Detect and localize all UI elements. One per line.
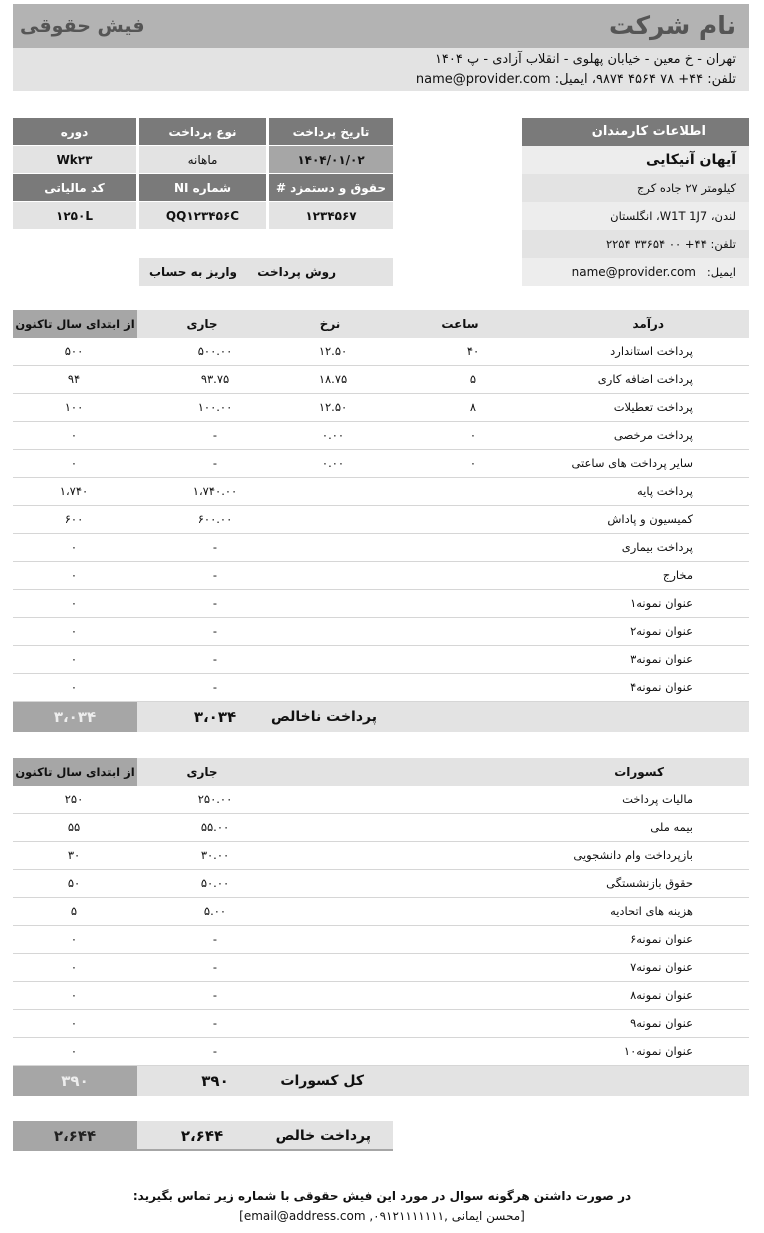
pay-type-header: نوع پرداخت (139, 118, 266, 145)
income-hours (451, 674, 495, 701)
gross-pay-label: پرداخت ناخالص (271, 709, 377, 725)
net-pay-label: پرداخت خالص (275, 1128, 371, 1144)
income-current: - (212, 596, 218, 610)
income-current: - (212, 652, 218, 666)
deduction-current: - (212, 960, 218, 974)
deduction-current: ۲۵۰.۰۰ (197, 792, 233, 806)
income-hours (451, 562, 495, 589)
income-name: عنوان نمونه۱ (630, 596, 693, 610)
footer-contact: [email@address.com ,محسن ایمانی ,۰۹۱۲۱۱۱۱۱۱۱] (239, 1209, 525, 1223)
income-ytd: ۱۰۰ (64, 400, 84, 414)
income-name: پرداخت مرخصی (613, 428, 693, 442)
income-row (13, 366, 749, 394)
income-rate: ۰.۰۰ (321, 456, 345, 470)
deduction-row (13, 814, 749, 842)
income-name: مخارج (662, 568, 693, 582)
ni-number-header: شماره NI (139, 174, 266, 201)
period-value: Wk۲۳ (13, 146, 136, 173)
income-rate: ۱۸.۷۵ (318, 372, 348, 386)
total-deductions-ytd: ۳۹۰ (61, 1072, 89, 1090)
income-row (13, 562, 749, 590)
deduction-row (13, 870, 749, 898)
deduction-ytd: ۵۵ (67, 820, 81, 834)
income-row (13, 338, 749, 366)
income-hours: ۸ (469, 400, 477, 414)
income-hours: ۰ (469, 428, 477, 442)
document-title: فیش حقوقی (20, 15, 145, 37)
income-row (13, 422, 749, 450)
deduction-ytd: ۰ (70, 1016, 78, 1030)
income-hours: ۵ (469, 372, 477, 386)
income-ytd: ۵۰۰ (64, 344, 84, 358)
income-ytd: ۰ (70, 624, 78, 638)
income-name: کمیسیون و پاداش (607, 512, 693, 526)
income-name: پرداخت استاندارد (610, 344, 693, 358)
employee-info-title: اطلاعات کارمندان (591, 124, 706, 139)
company-address: تهران - خ معین - خیابان پهلوی - انقلاب آزادی - پ ۱۴۰۴ (434, 52, 736, 67)
deduction-name: عنوان نمونه۷ (630, 960, 693, 974)
income-row (13, 450, 749, 478)
income-hours: ۰ (469, 456, 477, 470)
pay-type-value: ماهانه (139, 146, 266, 173)
income-rate (303, 478, 363, 505)
income-hours (451, 478, 495, 505)
deduction-ytd: ۰ (70, 988, 78, 1002)
deduction-row (13, 982, 749, 1010)
income-ytd: ۹۴ (67, 372, 81, 386)
income-current: ۱۰۰.۰۰ (197, 400, 233, 414)
income-ytd: ۱،۷۴۰ (59, 484, 89, 498)
employee-address1: کیلومتر ۲۷ جاده کرج (636, 181, 736, 195)
income-rate: ۰.۰۰ (321, 428, 345, 442)
employee-phone: تلفن: ۴۴+ ۰۰ ۳۳۶۵۴ ۲۲۵۴ (605, 237, 736, 251)
deduction-row (13, 1038, 749, 1066)
income-name: عنوان نمونه۲ (630, 624, 693, 638)
deduction-ytd: ۵۰ (67, 876, 81, 890)
income-ytd: ۰ (70, 680, 78, 694)
income-row (13, 674, 749, 702)
gross-pay-ytd: ۳،۰۳۴ (53, 708, 97, 726)
footer-note: در صورت داشتن هرگونه سوال در مورد این فیش حقوقی با شماره زیر تماس بگیرید: (132, 1189, 632, 1203)
income-ytd: ۶۰۰ (64, 512, 84, 526)
income-ytd: ۰ (70, 540, 78, 554)
income-name: پرداخت تعطیلات (613, 400, 693, 414)
deduction-name: بازپرداخت وام دانشجویی (573, 848, 693, 862)
income-col-name: درآمد (632, 317, 664, 331)
payroll-number-header: حقوق و دستمزد # (269, 174, 393, 201)
income-hours: ۴۰ (466, 344, 480, 358)
income-ytd: ۰ (70, 456, 78, 470)
deduction-current: - (212, 932, 218, 946)
deduction-name: بیمه ملی (650, 820, 693, 834)
income-rate (303, 590, 363, 617)
company-contact: تلفن: ۴۴+ ۷۸ ۴۵۶۴ ۹۸۷۴، ایمیل: name@provider.com (415, 72, 736, 87)
deduction-ytd: ۳۰ (67, 848, 81, 862)
gross-pay-row (13, 702, 749, 732)
income-row (13, 618, 749, 646)
income-current: - (212, 624, 218, 638)
income-current: - (212, 428, 218, 442)
income-ytd: ۰ (70, 568, 78, 582)
income-hours (451, 646, 495, 673)
income-current: ۱،۷۴۰.۰۰ (192, 484, 238, 498)
net-pay-current: ۲،۶۴۴ (180, 1127, 224, 1145)
income-name: پرداخت پایه (637, 484, 693, 498)
income-current: ۶۰۰.۰۰ (197, 512, 233, 526)
deduction-ytd: ۲۵۰ (64, 792, 84, 806)
income-row (13, 394, 749, 422)
deduction-current: - (212, 988, 218, 1002)
employee-name: آیهان آنیکایی (646, 152, 736, 168)
income-current: ۹۳.۷۵ (200, 372, 230, 386)
income-col-current: جاری (186, 317, 218, 331)
income-row (13, 506, 749, 534)
income-name: پرداخت بیماری (621, 540, 693, 554)
period-header: دوره (13, 118, 136, 145)
employee-email: name@provider.com (571, 265, 696, 279)
income-rate (303, 618, 363, 645)
income-rate: ۱۲.۵۰ (318, 400, 348, 414)
net-pay-ytd: ۲،۶۴۴ (53, 1127, 97, 1145)
total-deductions-label: کل کسورات (280, 1073, 364, 1089)
income-rate (303, 562, 363, 589)
income-row (13, 590, 749, 618)
income-hours (451, 618, 495, 645)
tax-code-header: کد مالیاتی (13, 174, 136, 201)
deduction-name: عنوان نمونه۸ (630, 988, 693, 1002)
deduction-name: مالیات پرداخت (622, 792, 693, 806)
employee-address2: لندن، W1T 1J7، انگلستان (610, 209, 736, 223)
ni-number-value: QQ۱۲۳۴۵۶C (139, 202, 266, 229)
deduction-current: ۵.۰۰ (203, 904, 227, 918)
income-hours (451, 590, 495, 617)
deduction-ytd: ۰ (70, 960, 78, 974)
deduction-current: - (212, 1016, 218, 1030)
deduction-row (13, 898, 749, 926)
deduction-ytd: ۰ (70, 932, 78, 946)
payroll-number-value: ۱۲۳۴۵۶۷ (269, 202, 393, 229)
income-rate (303, 646, 363, 673)
income-rate (303, 674, 363, 701)
income-col-hours: ساعت (441, 317, 479, 331)
deduction-row (13, 1010, 749, 1038)
deduction-row (13, 842, 749, 870)
income-hours (451, 534, 495, 561)
income-rate (303, 506, 363, 533)
company-name: نام شرکت (609, 11, 736, 40)
income-name: عنوان نمونه۴ (630, 680, 693, 694)
income-name: سایر پرداخت های ساعتی (571, 456, 693, 470)
employee-email-label: ایمیل: (706, 265, 736, 279)
deduction-ytd: ۰ (70, 1044, 78, 1058)
income-current: - (212, 568, 218, 582)
deduction-name: هزینه های اتحادیه (610, 904, 693, 918)
deduction-current: - (212, 1044, 218, 1058)
deduction-row (13, 786, 749, 814)
income-ytd: ۰ (70, 428, 78, 442)
income-current: - (212, 540, 218, 554)
income-name: عنوان نمونه۳ (630, 652, 693, 666)
income-row (13, 478, 749, 506)
income-name: پرداخت اضافه کاری (597, 372, 693, 386)
deduction-current: ۳۰.۰۰ (200, 848, 230, 862)
income-col-rate: نرخ (319, 317, 341, 331)
deductions-col-name: کسورات (614, 765, 664, 779)
income-hours (451, 506, 495, 533)
gross-pay-current: ۳،۰۳۴ (193, 708, 237, 726)
payment-method-label: روش پرداخت (257, 265, 336, 279)
deduction-current: ۵۰.۰۰ (200, 876, 230, 890)
deductions-col-current: جاری (186, 765, 218, 779)
income-current: - (212, 680, 218, 694)
deduction-name: عنوان نمونه۹ (630, 1016, 693, 1030)
deduction-current: ۵۵.۰۰ (200, 820, 230, 834)
income-current: - (212, 456, 218, 470)
tax-code-value: ۱۲۵۰L (13, 202, 136, 229)
deduction-row (13, 926, 749, 954)
pay-date-value: ۱۴۰۴/۰۱/۰۲ (269, 146, 393, 173)
income-ytd: ۰ (70, 652, 78, 666)
deduction-ytd: ۵ (70, 904, 78, 918)
income-col-ytd: از ابتدای سال تاکنون (15, 317, 135, 331)
pay-date-header: تاریخ پرداخت (269, 118, 393, 145)
deduction-name: عنوان نمونه۶ (630, 932, 693, 946)
income-rate (303, 534, 363, 561)
total-deductions-current: ۳۹۰ (201, 1072, 229, 1090)
income-row (13, 646, 749, 674)
deductions-col-ytd: از ابتدای سال تاکنون (15, 765, 135, 779)
total-deductions-row (13, 1066, 749, 1096)
income-row (13, 534, 749, 562)
income-ytd: ۰ (70, 596, 78, 610)
income-rate: ۱۲.۵۰ (318, 344, 348, 358)
payment-method-value: واریز به حساب (148, 265, 237, 279)
income-current: ۵۰۰.۰۰ (197, 344, 233, 358)
deduction-name: حقوق بازنشستگی (606, 876, 693, 890)
deduction-name: عنوان نمونه۱۰ (623, 1044, 693, 1058)
deduction-row (13, 954, 749, 982)
